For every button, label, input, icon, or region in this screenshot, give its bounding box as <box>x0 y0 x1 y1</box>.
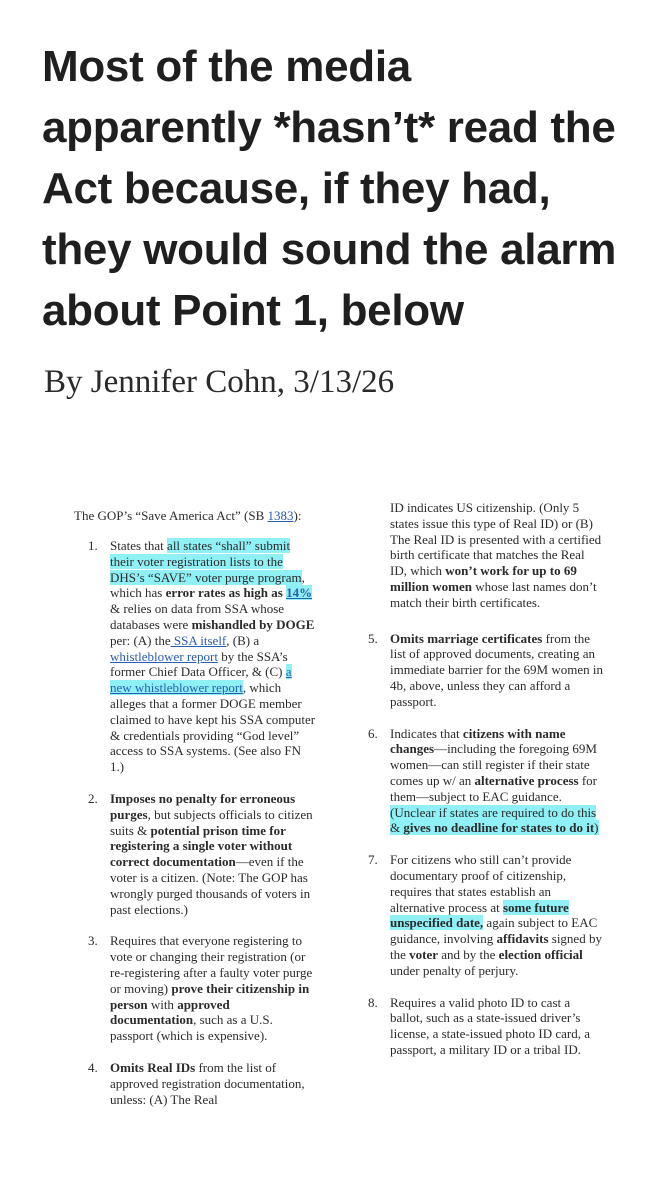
item-text: For citizens who still can’t provide documentary proof of citizenship, requires that states establish an alternative process at some future unspecified date, again subject to EAC guidance, involving affidavits signed by the voter and by the election official under penalty of perjury. <box>390 852 602 978</box>
list-item-5 <box>368 631 604 710</box>
intro-text: The GOP’s “Save America Act” (SB <box>74 508 268 523</box>
item-number: 3. <box>88 933 98 949</box>
list-item-4 <box>88 1060 316 1107</box>
list-item-4-continued <box>368 500 604 611</box>
highlighted-bold-text: gives no deadline for states to do it <box>403 820 595 836</box>
whistleblower-report-link[interactable]: whistleblower report <box>110 648 218 664</box>
item-text: Omits Real IDs from the list of approved registration documentation, unless: (A) The Real <box>110 1059 305 1107</box>
item-text: States that all states “shall” submit their voter registration lists to the DHS’s “SAVE” voter purge program, which has error rates as high as 14% & relies on data from SSA whose databases were mishandled by DOGE per: (A) the SSA itself, (B) a whistleblower report by the SSA’s former Chief Data Officer, & (C) a new whistleblower report, which alleges that a former DOGE member claimed to have kept his SSA computer & credentials providing “God level” access to SSA systems. (See also FN 1.) <box>110 538 316 775</box>
document-column-right <box>368 500 604 1074</box>
document-intro <box>74 508 301 524</box>
list-item-8 <box>368 995 604 1058</box>
bill-link[interactable]: 1383 <box>267 508 294 523</box>
item-text: Omits marriage certificates from the list of approved documents, creating an immediate barrier for the 69M women in 4b, above, unless they can afford a passport. <box>390 630 603 709</box>
list-item-7 <box>368 852 604 978</box>
highlighted-bold-text: some future unspecified date, <box>390 899 569 931</box>
intro-text-end: ): <box>293 508 302 523</box>
item-number: 8. <box>368 994 378 1010</box>
ssa-itself-link[interactable]: SSA itself <box>170 632 227 648</box>
highlighted-text: all states “shall” submit their voter registration lists to the DHS’s “SAVE” voter purge program <box>110 538 302 585</box>
error-rate-link[interactable]: 14% <box>286 585 313 601</box>
list-item-6 <box>368 726 604 837</box>
item-text: ID indicates US citizenship. (Only 5 states issue this type of Real ID) or (B) The Real ID is presented with a certified birth certificate that matches the Real ID, which won’t work for up to 69 million women whose last names don’t match their birth certificates. <box>390 500 602 610</box>
item-number: 2. <box>88 790 98 806</box>
item-text: Requires that everyone registering to vote or changing their registration (or re-registering after a faulty voter purge or moving) prove their citizenship in person with approved documentation, such as a U.S. passport (which is expensive). <box>110 933 313 1044</box>
list-item-3 <box>88 933 316 1044</box>
item-indent <box>368 500 390 611</box>
highlighted-text: (Unclear if states are required to do this & <box>390 804 597 836</box>
document-column-left <box>88 538 316 1123</box>
item-number: 7. <box>368 852 378 868</box>
byline: By Jennifer Cohn, 3/13/26 <box>44 364 395 400</box>
item-text: Indicates that citizens with name changes—including the foregoing 69M women—can still register if their state comes up w/ an alternative process for them—subject to EAC guidance. (Unclear if states are required to do this & gives no deadline for states to do it) <box>390 725 599 836</box>
headline: Most of the media apparently *hasn’t* read the Act because, if they had, they would sound the alarm about Point 1, below <box>42 42 617 335</box>
item-number: 4. <box>88 1059 98 1075</box>
item-text: Requires a valid photo ID to cast a ballot, such as a state-issued driver’s license, a state-issued photo ID card, a passport, a military ID or a tribal ID. <box>390 994 590 1057</box>
new-whistleblower-report-link[interactable]: a new whistleblower report <box>110 664 292 696</box>
item-number: 6. <box>368 725 378 741</box>
item-number: 5. <box>368 630 378 646</box>
list-item-2 <box>88 791 316 917</box>
list-item-1 <box>88 538 316 775</box>
item-number: 1. <box>88 538 98 553</box>
item-text: Imposes no penalty for erroneous purges, but subjects officials to citizen suits & potential prison time for registering a single voter without correct documentation—even if the voter is a citizen. (Note: The GOP has wrongly purged thousands of voters in past elections.) <box>110 790 313 917</box>
